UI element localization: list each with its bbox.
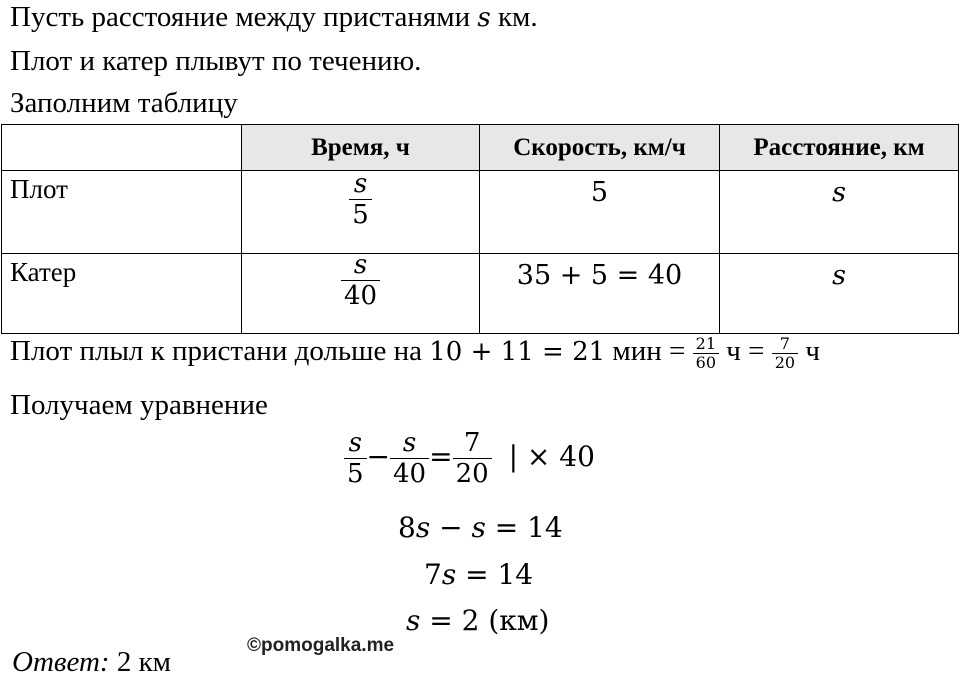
fraction-numerator: s <box>353 169 368 199</box>
fraction-time-boat <box>341 250 380 311</box>
intro-line-2: Плот и катер плывут по течению. <box>10 45 422 77</box>
intro-line-3: Заполним таблицу <box>10 87 238 119</box>
equation-main <box>344 428 595 489</box>
intro-line-1-unit: км. <box>497 1 538 33</box>
fraction-denominator: 5 <box>352 200 369 230</box>
cell-distance-raft: s <box>720 171 959 254</box>
equation-equals: = <box>429 440 453 473</box>
table-header-speed: Скорость, км/ч <box>480 125 720 171</box>
cell-distance-boat: s <box>720 254 959 334</box>
fraction-denominator: 5 <box>347 459 364 489</box>
equation-multiplier: | × 40 <box>508 440 595 473</box>
fraction-denominator: 20 <box>774 352 796 372</box>
step2-rest: = 14 <box>485 511 563 544</box>
step3-var: s <box>441 558 457 591</box>
table-row <box>2 171 959 254</box>
intro-line-1-text: Пусть расстояние между пристанями <box>10 1 471 33</box>
step4-rest: = 2 (км) <box>420 604 550 637</box>
cell-time-raft <box>242 171 480 254</box>
fraction-denominator: 40 <box>393 459 427 489</box>
fraction-7-20 <box>772 335 798 372</box>
fraction-time-raft <box>349 169 372 230</box>
equation-minus: − <box>366 440 391 473</box>
difference-unit-h2: ч <box>805 335 820 367</box>
table-header-distance: Расстояние, км <box>720 125 959 171</box>
fraction-numerator: 21 <box>695 333 717 353</box>
difference-expression: 10 + 11 = 21 <box>429 337 606 367</box>
difference-text: Плот плыл к пристани дольше на <box>10 335 423 367</box>
step3-coef: 7 <box>424 558 442 591</box>
watermark: ©pomogalka.me <box>247 635 395 656</box>
equation-step-3 <box>424 558 533 591</box>
cell-speed-boat: 35 + 5 = 40 <box>480 254 720 334</box>
fraction-denominator: 60 <box>695 352 717 372</box>
cell-time-boat <box>242 250 480 334</box>
fraction-denominator: 40 <box>343 281 378 311</box>
equation-step-2 <box>398 511 563 544</box>
answer-line <box>12 646 171 679</box>
step2-coef: 8 <box>398 511 416 544</box>
row-name-raft: Плот <box>2 171 242 254</box>
fraction-numerator: s <box>348 428 362 458</box>
fraction-numerator: s <box>353 250 368 280</box>
step2-var2: s <box>471 511 486 544</box>
equation-label: Получаем уравнение <box>10 389 268 421</box>
fraction-numerator: s <box>402 428 417 458</box>
fraction-denominator: 20 <box>455 459 489 489</box>
difference-unit-min: мин = <box>612 335 686 367</box>
step3-rest: = 14 <box>456 558 534 591</box>
row-name-boat: Катер <box>2 254 242 334</box>
step4-var: s <box>406 604 421 637</box>
fraction-numerator: 7 <box>463 428 481 458</box>
step2-op: − <box>430 511 472 544</box>
difference-line <box>10 334 820 372</box>
fraction-s-40 <box>390 428 429 489</box>
answer-label: Ответ: <box>12 646 110 678</box>
equation-step-4 <box>406 604 549 637</box>
cell-speed-raft: 5 <box>480 171 720 254</box>
step2-var1: s <box>415 511 431 544</box>
intro-line-1 <box>10 0 538 35</box>
table-row <box>2 254 959 334</box>
answer-value: 2 км <box>116 646 172 678</box>
distance-variable: s <box>477 3 491 33</box>
fraction-s-5 <box>344 428 367 489</box>
table-header-time: Время, ч <box>242 125 480 171</box>
difference-unit-h1: ч = <box>726 335 765 367</box>
fraction-numerator: 7 <box>779 333 790 353</box>
fraction-7-20-eq <box>453 428 492 489</box>
data-table <box>1 124 959 334</box>
table-header-blank <box>2 125 242 171</box>
fraction-21-60 <box>693 335 719 372</box>
table-header-row <box>2 125 959 171</box>
